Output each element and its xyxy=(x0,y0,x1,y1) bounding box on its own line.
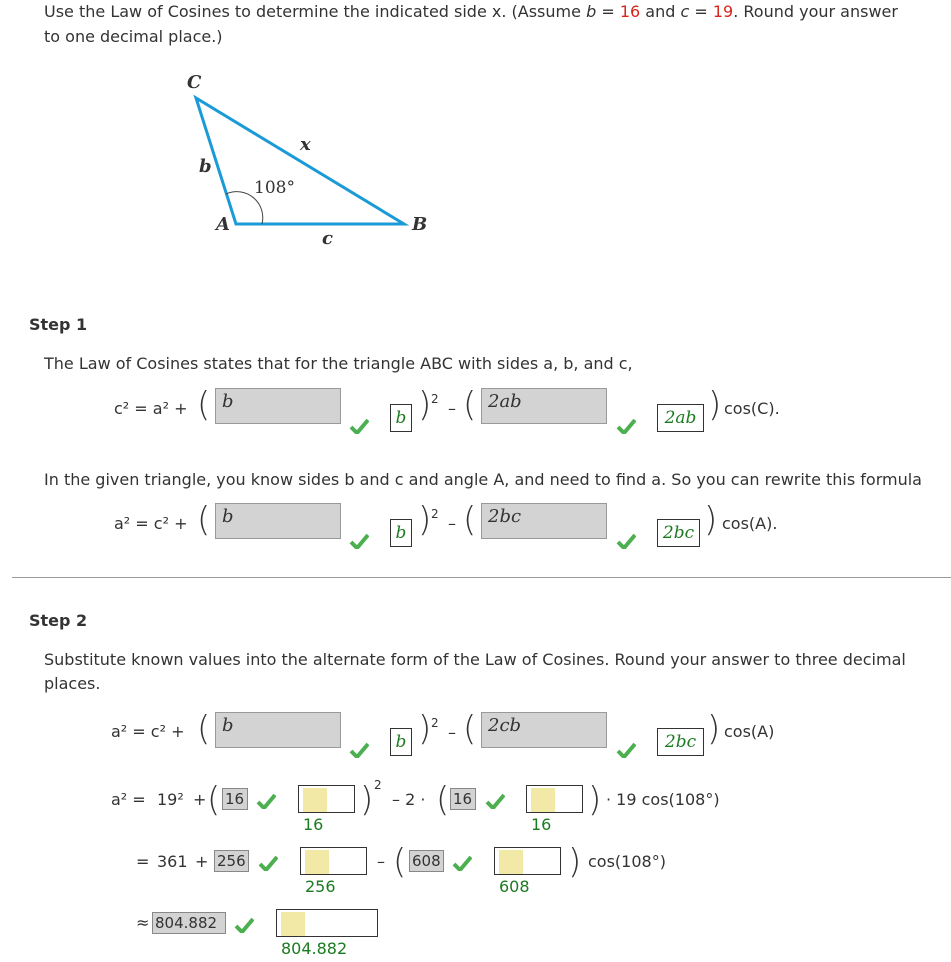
side-b-label: b xyxy=(199,156,212,177)
check-icon xyxy=(349,418,369,434)
paren-open: ( xyxy=(393,842,407,882)
paren-open: ( xyxy=(207,780,221,820)
step2-eq2-tail: · 19 cos(108°) xyxy=(606,790,720,809)
paren-close: ) xyxy=(360,780,374,820)
step1-middle-text: In the given triangle, you know sides b and c and angle A, and need to find a. So you can rewrite this formula xyxy=(44,470,922,489)
step2-title: Step 2 xyxy=(29,611,88,630)
minus-sign: – xyxy=(448,723,456,742)
key-icon xyxy=(305,850,329,874)
step2-eq4-input-result[interactable]: 804.882 xyxy=(152,912,226,934)
step2-eq1-tail: cos(A) xyxy=(724,722,775,741)
exponent: 2 xyxy=(431,507,439,521)
step2-eq4-key-result: 804.882 xyxy=(276,909,378,937)
paren-open: ( xyxy=(463,385,477,425)
step1-eq2-key-b: b xyxy=(390,519,412,547)
paren-open: ( xyxy=(197,500,211,540)
paren-close: ) xyxy=(588,780,602,820)
equals-sign: = xyxy=(136,852,150,871)
step2-eq1-answer-2cb[interactable]: 2cb xyxy=(481,712,607,748)
exponent: 2 xyxy=(374,778,382,792)
exponent: 2 xyxy=(431,716,439,730)
paren-close: ) xyxy=(418,709,432,749)
minus-sign: – xyxy=(448,514,456,533)
step2-eq2-key-16: 16 xyxy=(298,785,355,813)
step2-eq3-key-256: 256 xyxy=(300,847,367,875)
step1-eq1-lhs: c² = a² + xyxy=(114,399,188,418)
step2-eq1-lhs: a² = c² + xyxy=(111,722,185,741)
step2-eq1-key-2bc: 2bc xyxy=(657,728,704,756)
paren-open: ( xyxy=(436,780,450,820)
step1-eq1-answer-2ab[interactable]: 2ab xyxy=(481,388,607,424)
step1-eq2-answer-b[interactable]: b xyxy=(215,503,341,539)
paren-close: ) xyxy=(704,500,718,540)
question-text-line2: to one decimal place.) xyxy=(44,27,223,46)
step2-intro: Substitute known values into the alternate form of the Law of Cosines. Round your answer to three decimal places. xyxy=(44,650,906,693)
vertex-c-label: C xyxy=(187,72,202,93)
check-icon xyxy=(256,793,276,809)
side-x-label: x xyxy=(300,134,311,155)
check-icon xyxy=(234,917,254,933)
key-icon xyxy=(531,788,555,812)
paren-open: ( xyxy=(197,385,211,425)
step2-eq2-input-16[interactable]: 16 xyxy=(222,788,248,810)
step1-eq2-answer-2bc[interactable]: 2bc xyxy=(481,503,607,539)
vertex-a-label: A xyxy=(216,214,230,235)
step1-title: Step 1 xyxy=(29,315,88,334)
step2-eq3-input-256[interactable]: 256 xyxy=(214,850,249,872)
check-icon xyxy=(452,855,472,871)
key-icon xyxy=(281,912,305,936)
step1-eq1-answer-b[interactable]: b xyxy=(215,388,341,424)
paren-open: ( xyxy=(197,709,211,749)
step2-eq3-tail: cos(108°) xyxy=(588,852,666,871)
step1-eq1-key-b: b xyxy=(390,404,412,432)
step1-eq2-tail: cos(A). xyxy=(722,514,778,533)
check-icon xyxy=(616,742,636,758)
step2-eq1-answer-b[interactable]: b xyxy=(215,712,341,748)
step2-eq2-c-squared: 19² xyxy=(157,790,184,809)
minus-sign: – xyxy=(448,399,456,418)
paren-close: ) xyxy=(568,842,582,882)
step2-eq1-key-b: b xyxy=(390,728,412,756)
angle-a-label: 108° xyxy=(254,178,295,198)
key-icon xyxy=(499,850,523,874)
paren-close: ) xyxy=(418,385,432,425)
paren-close: ) xyxy=(707,709,721,749)
step2-eq2-input-16-b[interactable]: 16 xyxy=(450,788,476,810)
approx-sign: ≈ xyxy=(136,913,150,932)
step1-intro: The Law of Cosines states that for the triangle ABC with sides a, b, and c, xyxy=(44,354,633,373)
exponent: 2 xyxy=(431,392,439,406)
plus-sign: + xyxy=(195,852,209,871)
check-icon xyxy=(349,742,369,758)
step1-eq1-key-2ab: 2ab xyxy=(657,404,704,432)
paren-open: ( xyxy=(463,709,477,749)
step2-eq3-key-608: 608 xyxy=(494,847,561,875)
triangle-shape xyxy=(196,98,404,224)
minus-sign: – xyxy=(377,852,385,871)
side-c-label: c xyxy=(322,228,333,249)
step1-eq2-key-2bc: 2bc xyxy=(657,519,700,547)
step-divider xyxy=(12,577,951,578)
question-text: Use the Law of Cosines to determine the indicated side x. (Assume b = 16 and c = 19. Round your answer xyxy=(44,2,898,21)
check-icon xyxy=(616,533,636,549)
check-icon xyxy=(349,533,369,549)
step2-eq3-361: 361 xyxy=(157,852,188,871)
check-icon xyxy=(485,793,505,809)
paren-close: ) xyxy=(418,500,432,540)
key-icon xyxy=(303,788,327,812)
paren-close: ) xyxy=(708,385,722,425)
step2-eq3-input-608[interactable]: 608 xyxy=(409,850,444,872)
step2-eq2-key-16-b: 16 xyxy=(526,785,583,813)
step2-eq2-lhs: a² = xyxy=(111,790,146,809)
check-icon xyxy=(258,855,278,871)
paren-open: ( xyxy=(463,500,477,540)
plus-sign: + xyxy=(193,790,207,809)
minus-two-times: – 2 · xyxy=(392,790,426,809)
vertex-b-label: B xyxy=(412,214,428,235)
step1-eq2-lhs: a² = c² + xyxy=(114,514,188,533)
step1-eq1-tail: cos(C). xyxy=(724,399,780,418)
check-icon xyxy=(616,418,636,434)
